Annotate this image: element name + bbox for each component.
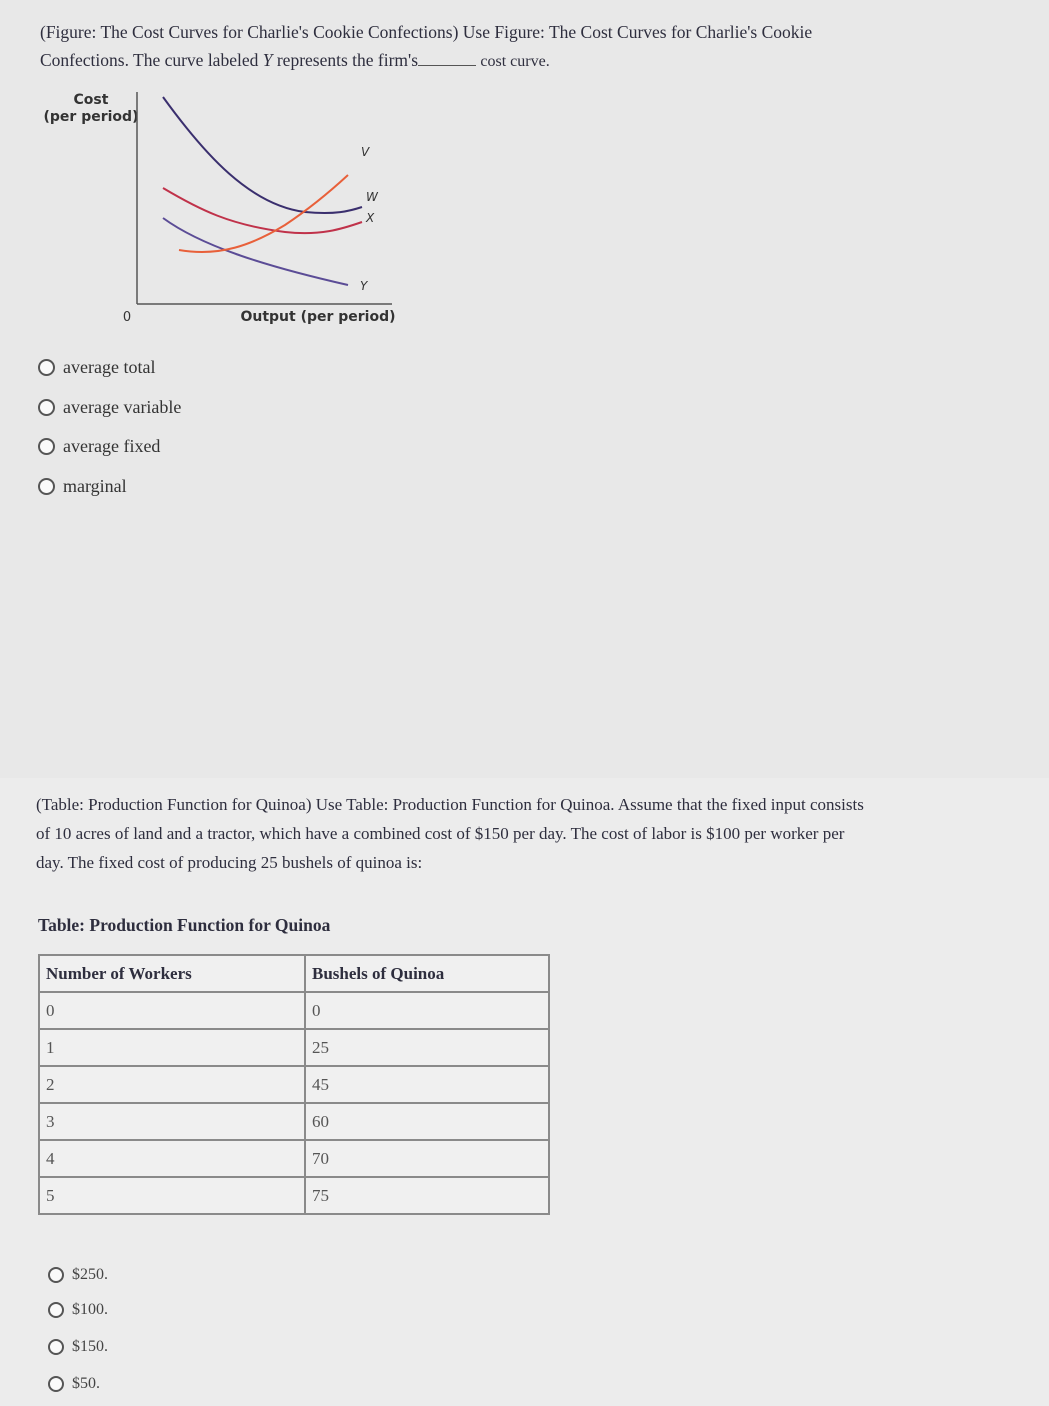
option-50[interactable] bbox=[48, 1375, 100, 1393]
radio-50[interactable] bbox=[48, 1376, 64, 1392]
option-250[interactable] bbox=[48, 1266, 108, 1284]
cell-bushels: 75 bbox=[305, 1177, 549, 1214]
table-row bbox=[39, 1177, 549, 1214]
cell-workers: 0 bbox=[39, 992, 305, 1029]
curve-label-x: X bbox=[366, 211, 375, 225]
option-label: average variable bbox=[63, 397, 182, 417]
radio-150[interactable] bbox=[48, 1339, 64, 1355]
table-row bbox=[39, 1140, 549, 1177]
option-100[interactable] bbox=[48, 1301, 108, 1319]
radio-marginal[interactable] bbox=[38, 478, 55, 495]
table-title: Table: Production Function for Quinoa bbox=[38, 915, 331, 935]
radio-250[interactable] bbox=[48, 1267, 64, 1283]
curve-x bbox=[163, 188, 362, 233]
header-bushels: Bushels of Quinoa bbox=[305, 955, 549, 992]
curve-w bbox=[163, 97, 362, 213]
cell-workers: 3 bbox=[39, 1103, 305, 1140]
table-row bbox=[39, 992, 549, 1029]
question-2-line-3: day. The fixed cost of producing 25 bushels of quinoa is: bbox=[36, 853, 423, 872]
option-average-fixed[interactable] bbox=[38, 436, 160, 457]
cell-bushels: 45 bbox=[305, 1066, 549, 1103]
table-header-row bbox=[39, 955, 549, 992]
cell-workers: 5 bbox=[39, 1177, 305, 1214]
option-label: average total bbox=[63, 357, 156, 377]
curve-label-v: V bbox=[361, 145, 370, 159]
question-1-line-1: (Figure: The Cost Curves for Charlie's Cookie Confections) Use Figure: The Cost Curves for Charlie's Cookie bbox=[40, 22, 813, 42]
option-label: $150. bbox=[72, 1338, 108, 1355]
question-2-text bbox=[36, 790, 1041, 877]
y-axis-label-line-1: Cost bbox=[73, 92, 109, 108]
cell-workers: 4 bbox=[39, 1140, 305, 1177]
y-axis-label-line-2: (per period) bbox=[43, 109, 139, 125]
cell-workers: 1 bbox=[39, 1029, 305, 1066]
question-2-line-2: of 10 acres of land and a tractor, which have a combined cost of $150 per day. The cost of labor is $100 per worker per bbox=[36, 824, 845, 843]
curve-label-y: Y bbox=[360, 279, 368, 293]
table-row bbox=[39, 1029, 549, 1066]
option-marginal[interactable] bbox=[38, 476, 127, 497]
option-label: average fixed bbox=[63, 436, 161, 456]
answer-blank bbox=[418, 51, 476, 66]
option-label: $100. bbox=[72, 1301, 108, 1318]
option-150[interactable] bbox=[48, 1338, 108, 1356]
curve-label-w: W bbox=[366, 190, 378, 204]
cell-bushels: 60 bbox=[305, 1103, 549, 1140]
question-1-text bbox=[40, 18, 1040, 76]
cell-workers: 2 bbox=[39, 1066, 305, 1103]
radio-average-variable[interactable] bbox=[38, 399, 55, 416]
radio-average-fixed[interactable] bbox=[38, 438, 55, 455]
option-label: $50. bbox=[72, 1375, 100, 1392]
cell-bushels: 0 bbox=[305, 992, 549, 1029]
header-workers: Number of Workers bbox=[39, 955, 305, 992]
cell-bushels: 25 bbox=[305, 1029, 549, 1066]
question-2-line-1: (Table: Production Function for Quinoa) Use Table: Production Function for Quinoa. Assume that the fixed input consists bbox=[36, 795, 864, 814]
cell-bushels: 70 bbox=[305, 1140, 549, 1177]
cost-curves-figure bbox=[30, 85, 450, 335]
x-axis-label: Output (per period) bbox=[240, 309, 396, 325]
option-label: marginal bbox=[63, 476, 127, 496]
origin-label: 0 bbox=[122, 310, 132, 325]
table-row bbox=[39, 1103, 549, 1140]
option-average-total[interactable] bbox=[38, 357, 155, 378]
table-row bbox=[39, 1066, 549, 1103]
radio-100[interactable] bbox=[48, 1302, 64, 1318]
question-1-line-2: Confections. The curve labeled Y represents the firm's cost curve. bbox=[40, 50, 550, 70]
production-function-table bbox=[38, 954, 550, 1215]
radio-average-total[interactable] bbox=[38, 359, 55, 376]
option-label: $250. bbox=[72, 1266, 108, 1283]
option-average-variable[interactable] bbox=[38, 397, 181, 418]
